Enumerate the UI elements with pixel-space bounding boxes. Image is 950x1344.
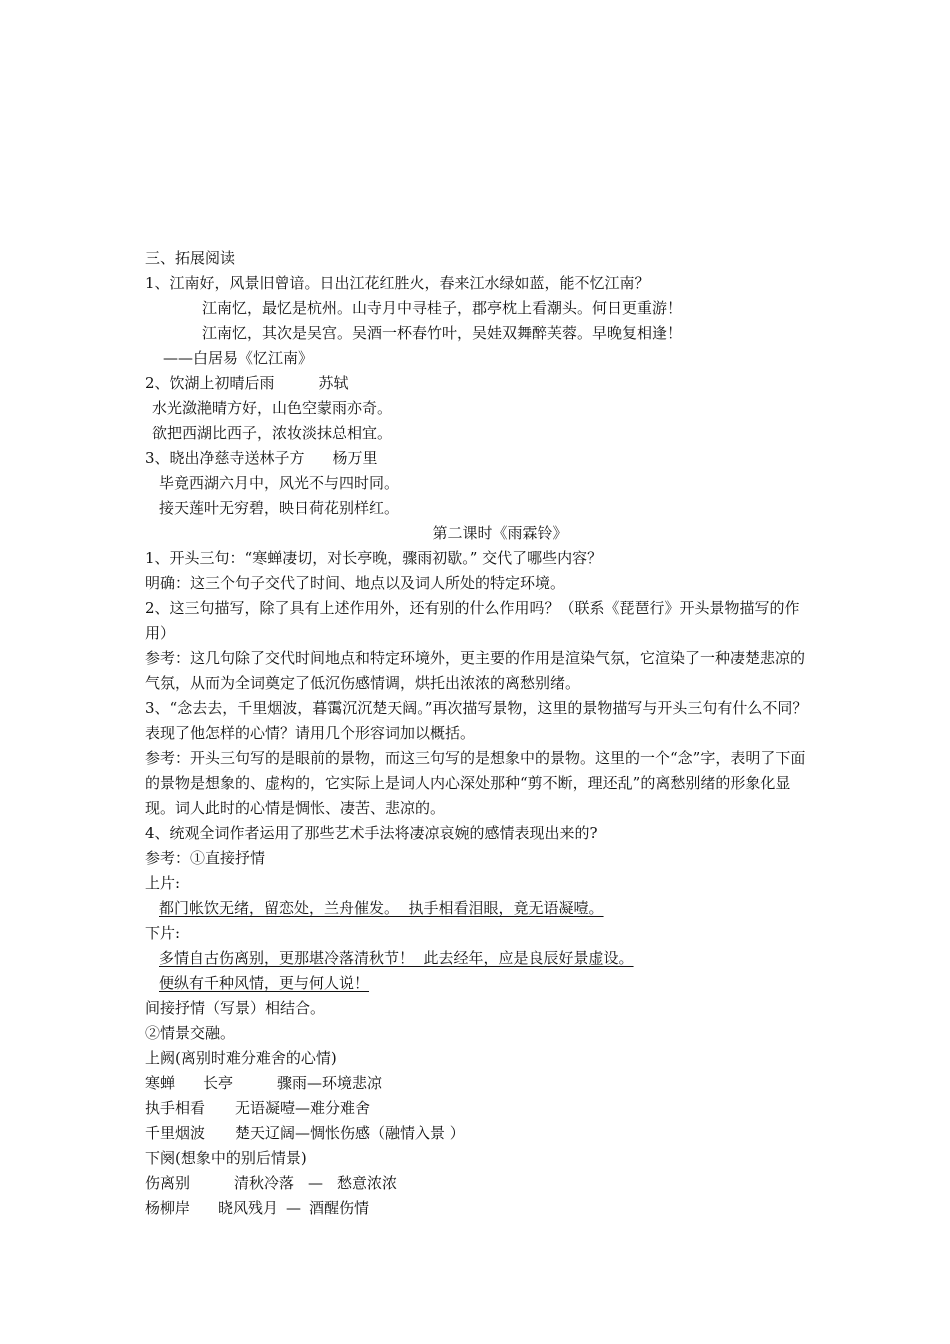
lesson-title: 第二课时《雨霖铃》 — [432, 524, 568, 542]
upper-quote-row — [145, 896, 815, 921]
answer-2: 参考：这几句除了交代时间地点和特定环境外，更主要的作用是渲染气氛，它渲染了一种凄楚悲凉的气氛，从而为全词奠定了低沉伤感情调，烘托出浓浓的离愁别绪。 — [145, 649, 806, 692]
poem3-title: 3、晓出净慈寺送林子方 — [145, 449, 305, 467]
lower-quote-row-2 — [145, 971, 815, 996]
poem1-line3: 江南忆，其次是吴宫。吴酒一杯春竹叶，吴娃双舞醉芙蓉。早晚复相逢！ — [202, 324, 683, 342]
upper-quote: 都门帐饮无绪，留恋处，兰舟催发。 执手相看泪眼，竟无语凝噎。 — [159, 899, 604, 917]
question-3: 3、“念去去，千里烟波，暮霭沉沉楚天阔。”再次描写景物，这里的景物描写与开头三句有什么不同？表现了他怎样的心情？请用几个形容词加以概括。 — [145, 699, 808, 742]
poem3-heading — [145, 446, 815, 471]
question-2: 2、这三句描写，除了具有上述作用外，还有别的什么作用吗？（联系《琵琶行》开头景物描写的作用） — [145, 599, 800, 642]
poem3-line1: 毕竟西湖六月中，风光不与四时同。 — [159, 474, 400, 492]
cell: 寒蝉 — [145, 1074, 176, 1092]
lower-que-heading: 下阕(想象中的别后情景) — [145, 1149, 307, 1167]
poem2-line1: 水光潋滟晴方好，山色空蒙雨亦奇。 — [152, 399, 393, 417]
poem2-author: 苏轼 — [318, 374, 349, 392]
section-heading: 三、拓展阅读 — [145, 249, 236, 267]
indirect-lyric: 间接抒情（写景）相结合。 — [145, 999, 326, 1017]
cell: 骤雨—环境悲凉 — [277, 1074, 383, 1092]
document-page — [145, 246, 815, 1221]
answer-4-intro: 参考：①直接抒情 — [145, 849, 266, 867]
cell: 执手相看 — [145, 1099, 206, 1117]
poem2-line2: 欲把西湖比西子，浓妆淡抹总相宜。 — [152, 424, 393, 442]
upper-row-1 — [145, 1071, 815, 1096]
cell: 伤离别 — [145, 1174, 191, 1192]
cell: 长亭 — [203, 1074, 234, 1092]
poem2-heading — [145, 371, 815, 396]
cell: — — [286, 1199, 302, 1217]
cell: 晓风残月 — [218, 1199, 279, 1217]
poem1-line1: 1、江南好，风景旧曾谙。日出江花红胜火，春来江水绿如蓝，能不忆江南？ — [145, 274, 650, 292]
question-1: 1、开头三句：“寒蝉凄切，对长亭晚，骤雨初歇。” 交代了哪些内容？ — [145, 549, 603, 567]
cell: 酒醒伤情 — [309, 1199, 370, 1217]
lower-quote-1: 多情自古伤离别，更那堪冷落清秋节！ 此去经年，应是良辰好景虚设。 — [159, 949, 634, 967]
cell: 无语凝噎—难分难舍 — [235, 1099, 371, 1117]
scene-fusion: ②情景交融。 — [145, 1024, 236, 1042]
lower-quote-row-1 — [145, 946, 815, 971]
poem2-title: 2、饮湖上初晴后雨 — [145, 374, 275, 392]
lower-row-1 — [145, 1171, 815, 1196]
cell: 清秋冷落 — [234, 1174, 295, 1192]
lower-label: 下片: — [145, 924, 181, 942]
poem1-line2: 江南忆，最忆是杭州。山寺月中寻桂子，郡亭枕上看潮头。何日更重游！ — [202, 299, 683, 317]
poem3-line2: 接天莲叶无穷碧，映日荷花别样红。 — [159, 499, 400, 517]
cell: 杨柳岸 — [145, 1199, 191, 1217]
lower-quote-2: 便纵有千种风情，更与何人说！ — [159, 974, 370, 992]
poem1-attribution: ——白居易《忆江南》 — [163, 349, 314, 367]
cell: — — [308, 1174, 324, 1192]
upper-row-2 — [145, 1096, 815, 1121]
answer-3: 参考：开头三句写的是眼前的景物，而这三句写的是想象中的景物。这里的一个“念”字，表明了下面的景物是想象的、虚构的，它实际上是词人内心深处那种“剪不断，理还乱”的离愁别绪的形象化显现。词人此时的心情是惆怅、凄苦、悲凉的。 — [145, 749, 806, 817]
upper-row-3 — [145, 1121, 815, 1146]
question-4: 4、统观全词作者运用了那些艺术手法将凄凉哀婉的感情表现出来的? — [145, 824, 598, 842]
answer-1: 明确：这三个句子交代了时间、地点以及词人所处的特定环境。 — [145, 574, 566, 592]
cell: 愁意浓浓 — [337, 1174, 398, 1192]
poem3-author: 杨万里 — [332, 449, 378, 467]
lower-row-2 — [145, 1196, 815, 1221]
cell: 楚天辽阔—惆怅伤感（融情入景 ） — [235, 1124, 465, 1142]
upper-que-heading: 上阙(离别时难分难舍的心情) — [145, 1049, 337, 1067]
cell: 千里烟波 — [145, 1124, 206, 1142]
upper-label: 上片: — [145, 874, 181, 892]
